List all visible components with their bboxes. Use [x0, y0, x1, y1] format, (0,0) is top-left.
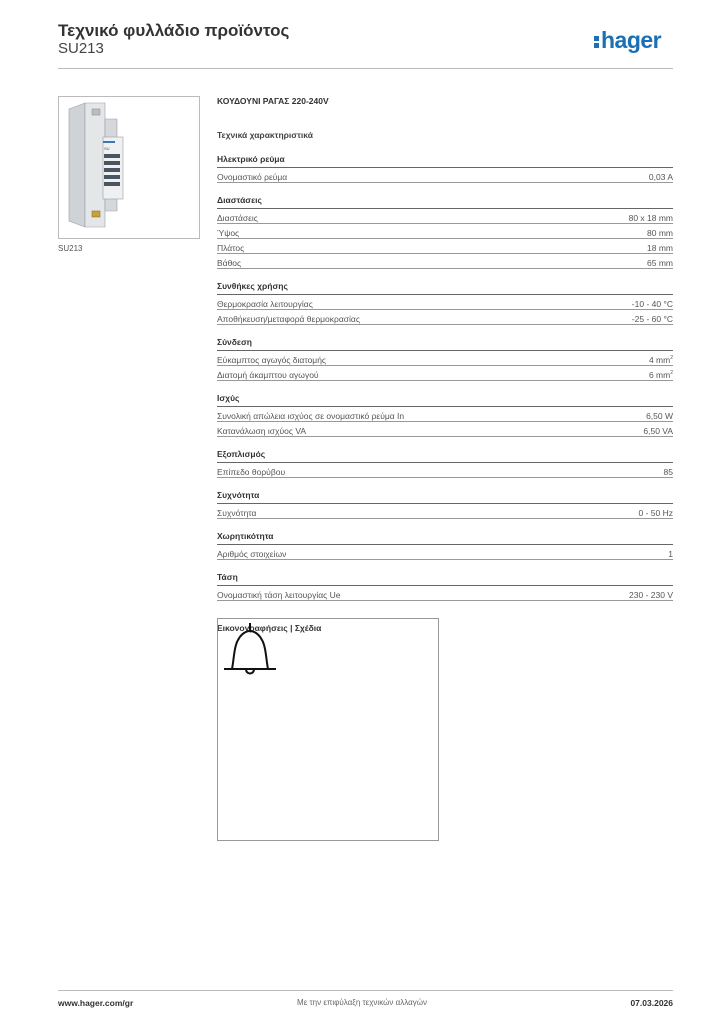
spec-group [217, 393, 673, 437]
spec-groups [217, 154, 673, 601]
spec-group-title: Τάση [217, 572, 673, 586]
specification-section [217, 96, 673, 635]
spec-group-title: Εξοπλισμός [217, 449, 673, 463]
spec-row [217, 351, 673, 366]
spec-row [217, 407, 673, 422]
spec-value-wrapper [649, 172, 673, 182]
spec-value: 4 mm [648, 355, 671, 365]
logo-text: hager [601, 27, 662, 53]
svg-text:SU: SU [104, 146, 110, 151]
spec-label: Πλάτος [217, 243, 245, 253]
hager-logo [594, 27, 661, 54]
spec-group-title: Συνθήκες χρήσης [217, 281, 673, 295]
spec-value-wrapper [649, 370, 673, 380]
spec-value: 18 mm [647, 243, 673, 253]
spec-value: 80 mm [647, 228, 673, 238]
spec-value-wrapper [646, 411, 673, 421]
spec-value-wrapper [643, 426, 673, 436]
logo-dots-icon [594, 34, 599, 50]
spec-group-title: Σύνδεση [217, 337, 673, 351]
spec-value-wrapper [647, 228, 673, 238]
footer-website-link[interactable]: www.hager.com/gr [58, 998, 134, 1008]
spec-label: Συνολική απώλεια ισχύος σε ονομαστικό ρεύμα In [217, 411, 405, 421]
product-image [58, 96, 200, 239]
spec-group-title: Διαστάσεις [217, 195, 673, 209]
spec-value-wrapper [647, 243, 673, 253]
drawings-title: Εικονογραφήσεις | Σχέδια [217, 623, 322, 633]
spec-label: Διατομή άκαμπτου αγωγού [217, 370, 319, 380]
spec-group [217, 195, 673, 269]
spec-label: Βάθος [217, 258, 242, 268]
header-divider [58, 68, 673, 69]
din-rail-bell-illustration [59, 97, 199, 238]
spec-label: Εύκαμπτος αγωγός διατομής [217, 355, 327, 365]
spec-row [217, 224, 673, 239]
spec-value: 6,50 W [646, 411, 673, 421]
spec-group-title: Ηλεκτρικό ρεύμα [217, 154, 673, 168]
features-title: Τεχνικά χαρακτηριστικά [217, 130, 313, 140]
spec-label: Ύψος [217, 228, 240, 238]
spec-value-wrapper [632, 299, 673, 309]
spec-value: 230 - 230 V [629, 590, 673, 600]
spec-value: 65 mm [647, 258, 673, 268]
spec-row [217, 168, 673, 183]
spec-value-wrapper [639, 508, 674, 518]
spec-value: 6,50 VA [643, 426, 673, 436]
spec-row [217, 463, 673, 478]
spec-value: 85 [663, 467, 673, 477]
spec-label: Αποθήκευση/μεταφορά θερμοκρασίας [217, 314, 360, 324]
spec-row [217, 586, 673, 601]
spec-label: Θερμοκρασία λειτουργίας [217, 299, 313, 309]
spec-value-wrapper [664, 467, 673, 477]
spec-value: 0 - 50 Hz [638, 508, 673, 518]
document-title: Τεχνικό φυλλάδιο προϊόντος [58, 21, 290, 40]
spec-row [217, 504, 673, 519]
footer-divider [58, 990, 673, 991]
footer-date: 07.03.2026 [630, 998, 673, 1008]
spec-group [217, 490, 673, 519]
spec-label: Διαστάσεις [217, 213, 258, 223]
spec-label: Επίπεδο θορύβου [217, 467, 286, 477]
image-caption: SU213 [58, 244, 83, 253]
spec-group [217, 449, 673, 478]
spec-row [217, 254, 673, 269]
spec-value-exponent: 2 [670, 355, 673, 362]
spec-group-title: Χωρητικότητα [217, 531, 673, 545]
drawing-frame [217, 618, 439, 841]
spec-label: Ονομαστικό ρεύμα [217, 172, 288, 182]
spec-row [217, 239, 673, 254]
spec-group [217, 572, 673, 601]
spec-value: 6 mm [648, 370, 671, 380]
spec-value-wrapper [629, 213, 673, 223]
spec-row [217, 545, 673, 560]
spec-group-title: Ισχύς [217, 393, 673, 407]
bell-icon [220, 621, 282, 683]
spec-group-title: Συχνότητα [217, 490, 673, 504]
spec-value-wrapper [632, 314, 673, 324]
product-code: SU213 [58, 40, 104, 57]
spec-value: -25 - 60 °C [631, 314, 673, 324]
spec-group [217, 337, 673, 381]
product-name: ΚΟΥΔΟΥΝΙ ΡΑΓΑΣ 220-240V [217, 96, 329, 106]
spec-group [217, 154, 673, 183]
spec-group [217, 531, 673, 560]
spec-value: 80 x 18 mm [628, 213, 673, 223]
spec-group [217, 281, 673, 325]
spec-row [217, 310, 673, 325]
spec-label: Ονομαστική τάση λειτουργίας Ue [217, 590, 341, 600]
spec-value: 1 [668, 549, 673, 559]
spec-value-wrapper [629, 590, 673, 600]
spec-label: Αριθμός στοιχείων [217, 549, 287, 559]
spec-value-wrapper [649, 355, 673, 365]
spec-row [217, 366, 673, 381]
spec-row [217, 295, 673, 310]
spec-value: 0,03 A [648, 172, 673, 182]
spec-value-wrapper [647, 258, 673, 268]
spec-value-wrapper [668, 549, 673, 559]
spec-row [217, 209, 673, 224]
spec-value-exponent: 2 [670, 370, 673, 377]
footer-notice: Με την επιφύλαξη τεχνικών αλλαγών [297, 998, 427, 1007]
spec-row [217, 422, 673, 437]
spec-label: Κατανάλωση ισχύος VA [217, 426, 307, 436]
spec-label: Συχνότητα [217, 508, 257, 518]
spec-value: -10 - 40 °C [631, 299, 673, 309]
